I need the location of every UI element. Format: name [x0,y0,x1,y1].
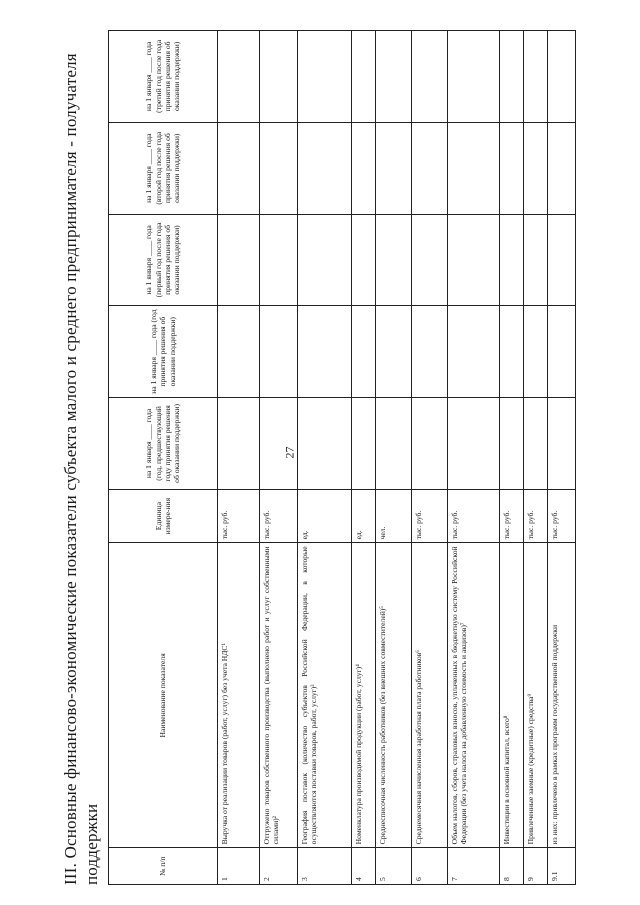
row-name: Среднесписочная численность работников (без внешних совместителей)⁵ [376,543,412,848]
table-row [448,31,500,885]
value-cell[interactable] [500,306,524,398]
row-unit: тыс. руб. [412,489,448,543]
row-name: География поставок (количество субъектов Российской Федерации, в которые осуществляются поставки товаров, работ, услуг)³ [298,543,352,848]
row-num: 9 [524,848,548,885]
row-name: Среднемесячная начисленная заработная плата работников⁶ [412,543,448,848]
row-name: Инвестиции в основной капитал, всего⁸ [500,543,524,848]
header-year-3: на 1 января ____ года (первый год после года принятия решения об оказании поддержки) [109,214,218,306]
row-num: 8 [500,848,524,885]
value-cell[interactable] [500,398,524,490]
row-unit: тыс. руб. [548,489,576,543]
header-name: Наименование показателя [109,543,218,848]
value-cell[interactable] [352,306,376,398]
row-unit: чел. [376,489,412,543]
value-cell[interactable] [448,214,500,306]
table-row [548,31,576,885]
value-cell[interactable] [352,214,376,306]
value-cell[interactable] [448,122,500,214]
value-cell[interactable] [376,398,412,490]
row-name: Отгружено товаров собственного производства (выполнено работ и услуг собственными силами)² [260,543,298,848]
value-cell[interactable] [524,122,548,214]
page-number: 27 [282,446,297,459]
value-cell[interactable] [376,122,412,214]
value-cell[interactable] [352,398,376,490]
table-row [524,31,548,885]
value-cell[interactable] [412,214,448,306]
value-cell[interactable] [412,398,448,490]
value-cell[interactable] [500,122,524,214]
value-cell[interactable] [500,31,524,123]
row-unit: тыс. руб. [218,489,260,543]
value-cell[interactable] [524,306,548,398]
value-cell[interactable] [260,398,298,490]
value-cell[interactable] [260,214,298,306]
value-cell[interactable] [448,398,500,490]
header-num: № п/п [109,848,218,885]
value-cell[interactable] [260,31,298,123]
row-unit: ед. [352,489,376,543]
value-cell[interactable] [376,214,412,306]
value-cell[interactable] [412,122,448,214]
row-name: Объем налогов, сборов, страховых взносов, уплаченных в бюджетную систему Российской Федерации (без учета налога на добавленную стоимость и акцизов)⁷ [448,543,500,848]
value-cell[interactable] [260,306,298,398]
value-cell[interactable] [524,398,548,490]
row-unit: тыс. руб. [500,489,524,543]
row-num: 1 [218,848,260,885]
value-cell[interactable] [298,306,352,398]
row-num: 7 [448,848,500,885]
header-year-1: на 1 января ____ года (год, предшествующий году принятия решения об оказании поддержки) [109,398,218,490]
value-cell[interactable] [500,214,524,306]
value-cell[interactable] [218,306,260,398]
row-num: 9.1 [548,848,576,885]
row-unit: тыс. руб. [448,489,500,543]
row-unit: тыс. руб. [524,489,548,543]
header-year-2: на 1 января ____ года (год принятия решения об оказании поддержки) [109,306,218,398]
value-cell[interactable] [298,398,352,490]
table-row [298,31,352,885]
table-row [412,31,448,885]
value-cell[interactable] [524,31,548,123]
row-num: 3 [298,848,352,885]
value-cell[interactable] [548,214,576,306]
row-num: 6 [412,848,448,885]
value-cell[interactable] [352,31,376,123]
row-name: Привлеченные заемные (кредитные) средства⁹ [524,543,548,848]
value-cell[interactable] [376,31,412,123]
value-cell[interactable] [218,122,260,214]
value-cell[interactable] [218,214,260,306]
row-unit: тыс. руб. [260,489,298,543]
value-cell[interactable] [548,306,576,398]
rotated-page-content [60,20,580,885]
value-cell[interactable] [548,398,576,490]
value-cell[interactable] [352,122,376,214]
row-name: Выручка от реализации товаров (работ, услуг) без учета НДС¹ [218,543,260,848]
row-num: 4 [352,848,376,885]
value-cell[interactable] [448,31,500,123]
table-row [218,31,260,885]
value-cell[interactable] [548,31,576,123]
value-cell[interactable] [218,398,260,490]
value-cell[interactable] [298,31,352,123]
row-num: 2 [260,848,298,885]
indicators-table [108,30,576,885]
row-num: 5 [376,848,412,885]
table-row [260,31,298,885]
table-row [352,31,376,885]
row-name: Номенклатура производимой продукции (работ, услуг)⁴ [352,543,376,848]
value-cell[interactable] [524,214,548,306]
header-year-5: на 1 января ____ года (третий год после года принятия решения об оказании поддержки) [109,31,218,123]
value-cell[interactable] [412,306,448,398]
value-cell[interactable] [376,306,412,398]
header-unit: Единица измере-ния [109,489,218,543]
row-unit: ед. [298,489,352,543]
value-cell[interactable] [412,31,448,123]
table-header-row [109,31,218,885]
value-cell[interactable] [260,122,298,214]
value-cell[interactable] [298,122,352,214]
value-cell[interactable] [548,122,576,214]
value-cell[interactable] [298,214,352,306]
value-cell[interactable] [448,306,500,398]
value-cell[interactable] [218,31,260,123]
header-year-4: на 1 января ____ года (второй год после года принятия решения об оказании поддержки) [109,122,218,214]
table-row [376,31,412,885]
row-name: из них: привлечено в рамках программ государственной поддержки [548,543,576,848]
table-row [500,31,524,885]
section-title: III. Основные финансово-экономические показатели субъекта малого и среднего предпринимателя - получателя поддержки [61,53,101,885]
